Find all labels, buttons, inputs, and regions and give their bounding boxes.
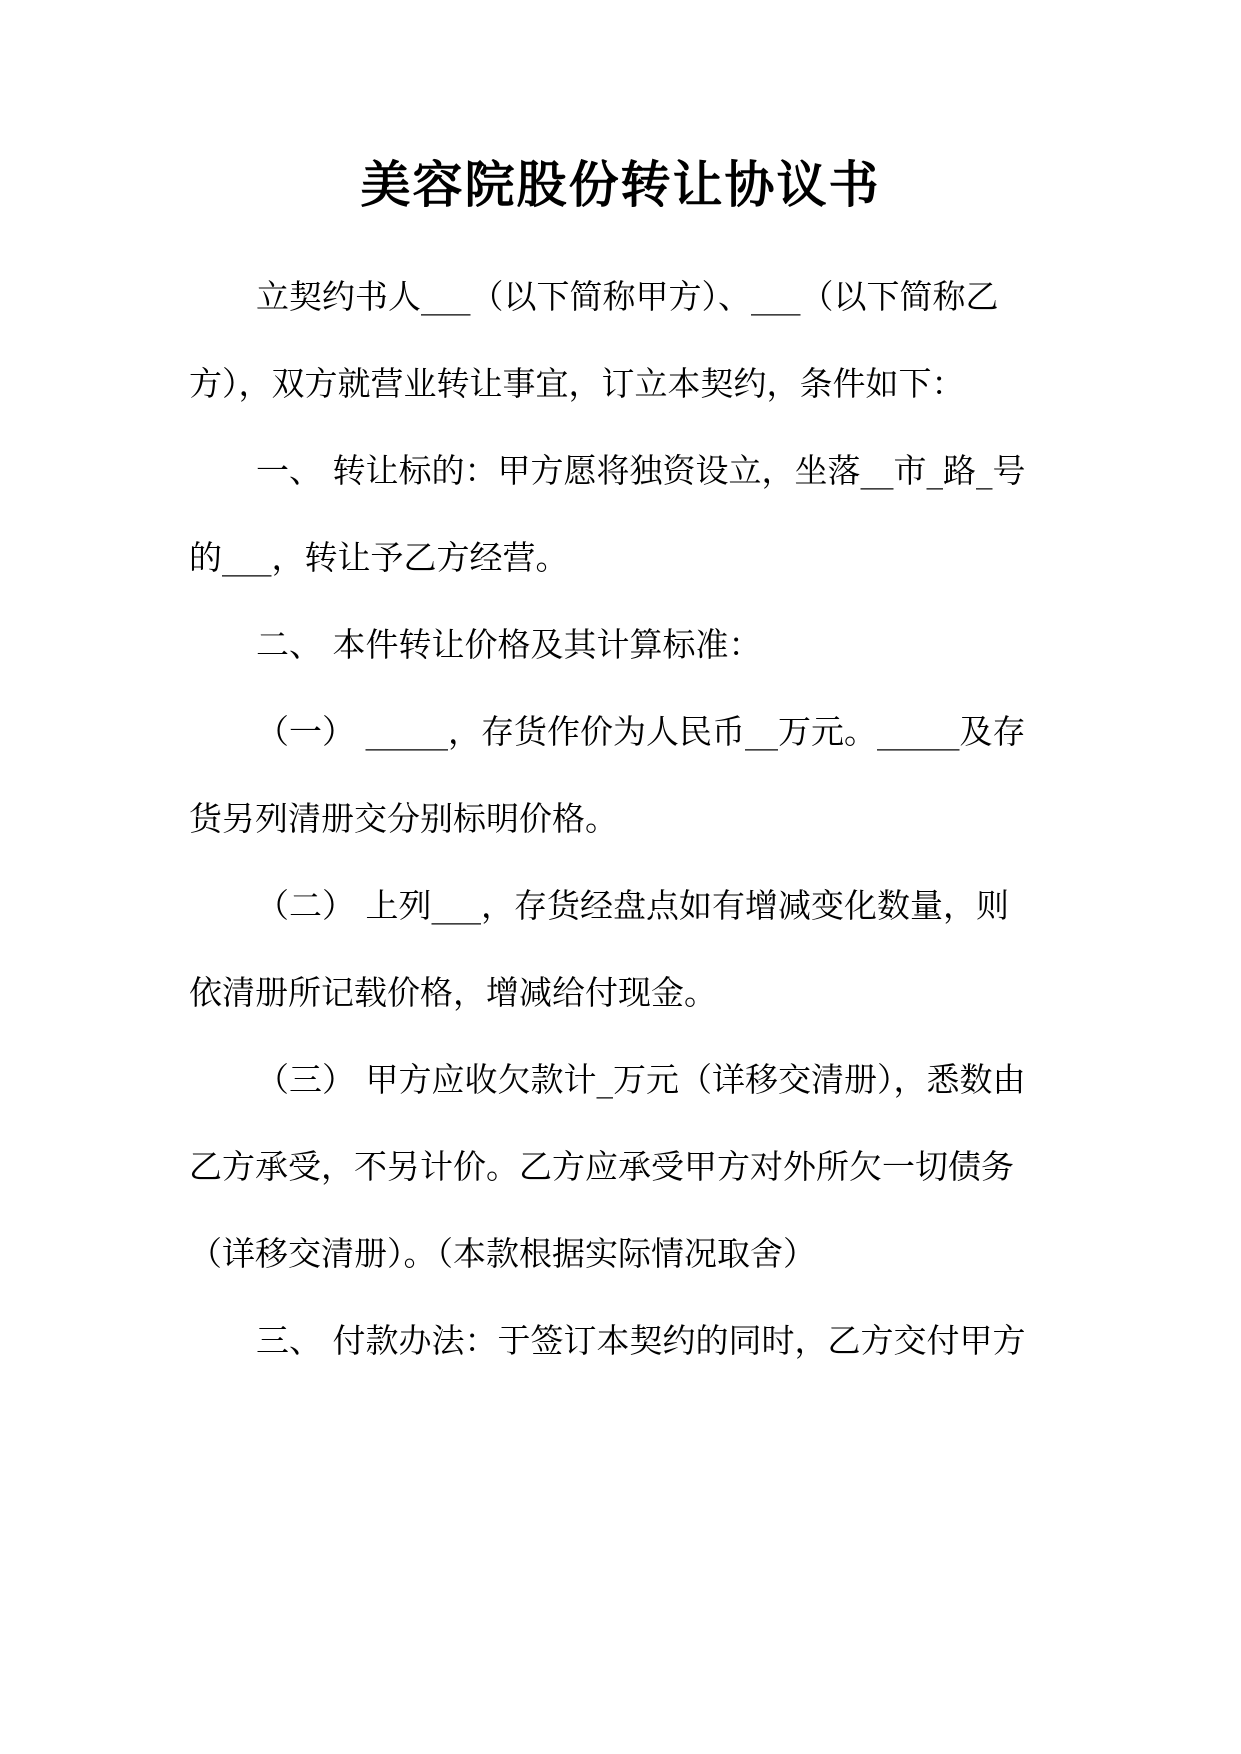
clause-2-item-1-line-2: 货另列清册交分别标明价格。 — [189, 799, 618, 838]
clause-2-heading: 二、 本件转让价格及其计算标准： — [256, 625, 762, 664]
paragraph-line-intro-1: 立契约书人___（以下简称甲方）、___（以下简称乙 — [256, 277, 999, 316]
clause-2-item-2-line-1: （二） 上列___，存货经盘点如有增减变化数量，则 — [256, 886, 1009, 925]
clause-1-line-1: 一、 转让标的：甲方愿将独资设立，坐落__市_路_号 — [256, 451, 1026, 490]
clause-2-item-2-line-2: 依清册所记载价格，增减给付现金。 — [189, 973, 717, 1012]
document-title: 美容院股份转让协议书 — [360, 155, 881, 214]
clause-2-item-3-line-1: （三） 甲方应收欠款计_万元（详移交清册），悉数由 — [256, 1060, 1026, 1099]
clause-2-item-3-line-3: （详移交清册）。（本款根据实际情况取舍） — [189, 1234, 816, 1273]
clause-2-item-1-line-1: （一） _____，存货作价为人民币__万元。_____及存 — [256, 712, 1026, 751]
paragraph-line-intro-2: 方），双方就营业转让事宜，订立本契约，条件如下： — [189, 364, 965, 403]
clause-3-line-1: 三、 付款办法：于签订本契约的同时，乙方交付甲方 — [256, 1321, 1026, 1360]
clause-1-line-2: 的___，转让予乙方经营。 — [189, 538, 569, 577]
clause-2-item-3-line-2: 乙方承受，不另计价。乙方应承受甲方对外所欠一切债务 — [189, 1147, 1014, 1186]
